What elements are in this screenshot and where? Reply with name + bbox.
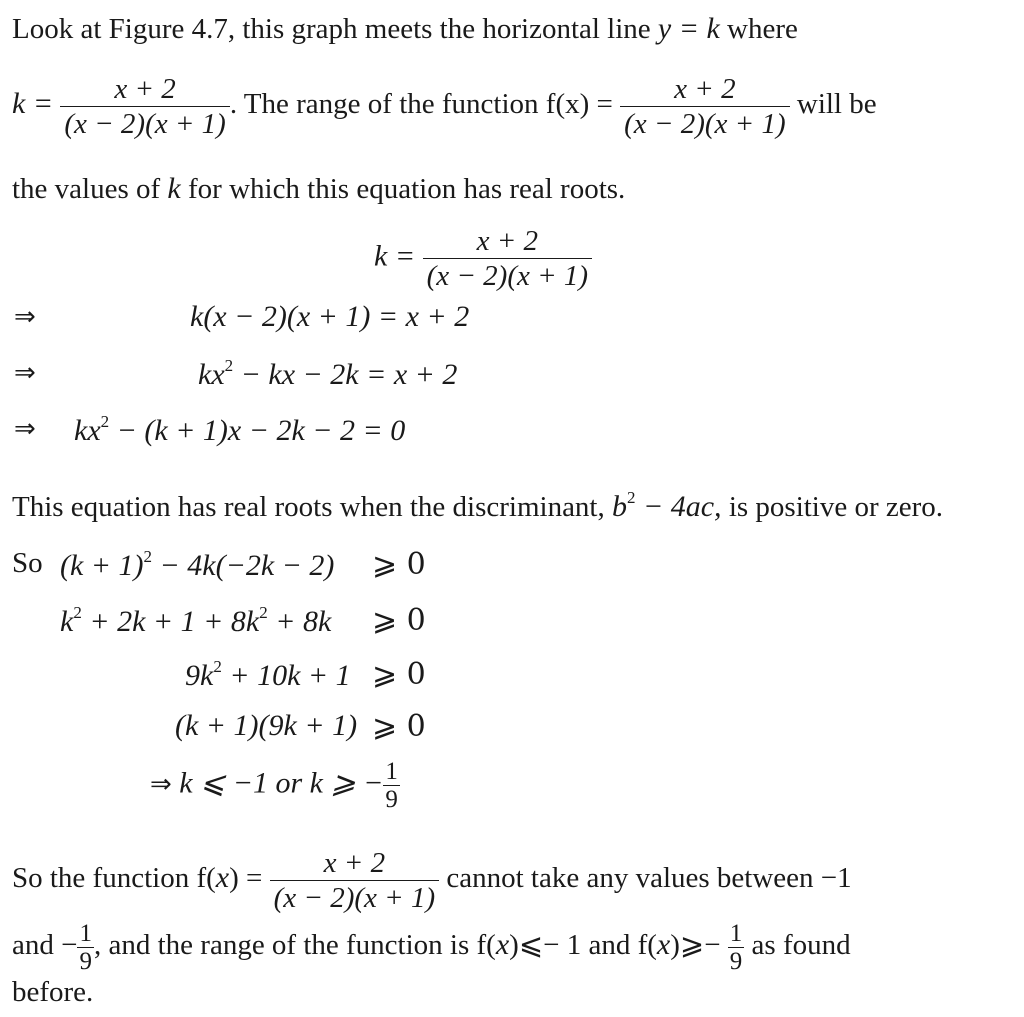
inequality-rel-4: ⩾ 0 — [372, 709, 426, 744]
derivation-k-equation — [374, 224, 592, 293]
k-symbol: k — [167, 172, 181, 205]
intro-text: the values of — [12, 173, 161, 205]
var-x: x — [656, 928, 671, 962]
disc-rest: − 4ac, — [643, 490, 722, 523]
k-label: k = — [12, 87, 54, 121]
intro-middle-text: . The range of the function — [229, 88, 539, 121]
derivation-step-3 — [74, 412, 405, 448]
ineq-2-a: k — [60, 605, 74, 638]
discriminant-text-end: is positive or zero. — [728, 491, 944, 523]
fraction-denominator: 9 — [729, 948, 743, 975]
discriminant-text: This equation has real roots when the discriminant, — [12, 491, 605, 523]
so-label: So — [12, 547, 43, 579]
inequality-line-3 — [185, 657, 351, 693]
intro-line-2 — [12, 72, 877, 141]
conclusion-line-1 — [12, 846, 852, 915]
conclusion-text: )⩽− 1 and f( — [509, 929, 657, 962]
ineq-1-a: (k + 1) — [60, 549, 144, 582]
fraction-f — [270, 846, 440, 915]
conclusion-text: cannot take any values between −1 — [446, 862, 852, 895]
horizontal-line-equation: y = k — [657, 12, 720, 45]
function-label: f(x) = — [545, 88, 613, 121]
intro-text-end: where — [727, 13, 798, 45]
step-2-term: kx — [198, 358, 225, 391]
exponent: 2 — [73, 603, 82, 622]
fraction-denominator: (x − 2)(x + 1) — [273, 882, 436, 914]
fraction-denominator: (x − 2)(x + 1) — [64, 108, 226, 140]
fraction-numerator: 1 — [729, 920, 743, 947]
conclusion-line-3: before. — [12, 976, 94, 1008]
fraction-numerator: x + 2 — [60, 72, 230, 107]
fraction-numerator: x + 2 — [270, 846, 440, 881]
exponent: 2 — [143, 547, 153, 566]
ineq-5-text: k ⩽ −1 or k ⩾ − — [179, 766, 384, 800]
inequality-rel-2: ⩾ 0 — [372, 603, 426, 638]
inequality-line-1 — [60, 547, 334, 583]
derivation-step-1: k(x − 2)(x + 1) = x + 2 — [190, 300, 470, 333]
discriminant-expression — [612, 490, 722, 523]
conclusion-text: )⩾− — [670, 929, 721, 962]
ineq-1-b: − 4k(−2k − 2) — [159, 549, 335, 582]
exponent: 2 — [259, 603, 268, 622]
derivation-step-2 — [198, 356, 457, 392]
ineq-3-b: + 10k + 1 — [229, 659, 351, 692]
inequality-line-2 — [60, 603, 331, 639]
ineq-3-a: 9k — [185, 659, 214, 692]
fraction-numerator: 1 — [79, 920, 92, 947]
inequality-line-4: (k + 1)(9k + 1) — [175, 709, 358, 742]
conclusion-text: , and the range of the function is f( — [93, 929, 496, 962]
fraction-denominator: 9 — [385, 786, 398, 813]
conclusion-text: ) = — [229, 862, 263, 895]
exponent: 2 — [224, 356, 234, 375]
k-label: k = — [374, 239, 416, 273]
discriminant-line — [12, 488, 943, 524]
fraction-numerator: 1 — [385, 758, 398, 785]
fraction-denominator: 9 — [79, 948, 92, 975]
exponent: 2 — [213, 657, 222, 676]
fraction-denominator: (x − 2)(x + 1) — [624, 108, 786, 140]
inequality-rel-1: ⩾ 0 — [372, 547, 426, 582]
ineq-2-c: + 8k — [275, 605, 332, 638]
intro-will-be: will be — [796, 88, 877, 121]
conclusion-text: So the function f( — [12, 862, 216, 895]
exponent: 2 — [627, 488, 636, 507]
intro-text: Look at Figure 4.7, this graph meets the horizontal line — [12, 13, 651, 45]
conclusion-line-2 — [12, 920, 851, 975]
step-3-term: kx — [74, 414, 101, 447]
inequality-line-5 — [150, 758, 400, 813]
fraction-k — [60, 72, 230, 141]
step-2-rest: − kx − 2k = x + 2 — [240, 358, 458, 391]
fraction-denominator: (x − 2)(x + 1) — [426, 260, 589, 292]
fraction-one-ninth — [728, 920, 745, 975]
intro-line-3 — [12, 172, 625, 206]
disc-b: b — [612, 490, 627, 523]
fraction-one-ninth — [383, 758, 400, 813]
intro-text: for which this equation has real roots. — [188, 173, 626, 205]
implies-icon: ⇒ — [150, 769, 172, 800]
fraction-k — [423, 224, 593, 293]
var-x: x — [495, 928, 510, 962]
fraction-one-ninth — [77, 920, 94, 975]
implies-icon: ⇒ — [14, 414, 36, 444]
fraction-f — [620, 72, 790, 141]
ineq-2-b: + 2k + 1 + 8k — [89, 605, 260, 638]
var-x: x — [215, 861, 230, 895]
conclusion-text: as found — [751, 929, 851, 962]
conclusion-text: and − — [12, 929, 78, 962]
fraction-numerator: x + 2 — [423, 224, 593, 259]
exponent: 2 — [100, 412, 110, 431]
inequality-rel-3: ⩾ 0 — [372, 657, 426, 692]
intro-line-1 — [12, 12, 798, 46]
implies-icon: ⇒ — [14, 358, 36, 388]
step-3-rest: − (k + 1)x − 2k − 2 = 0 — [116, 414, 406, 447]
implies-icon: ⇒ — [14, 302, 36, 332]
fraction-numerator: x + 2 — [620, 72, 790, 107]
